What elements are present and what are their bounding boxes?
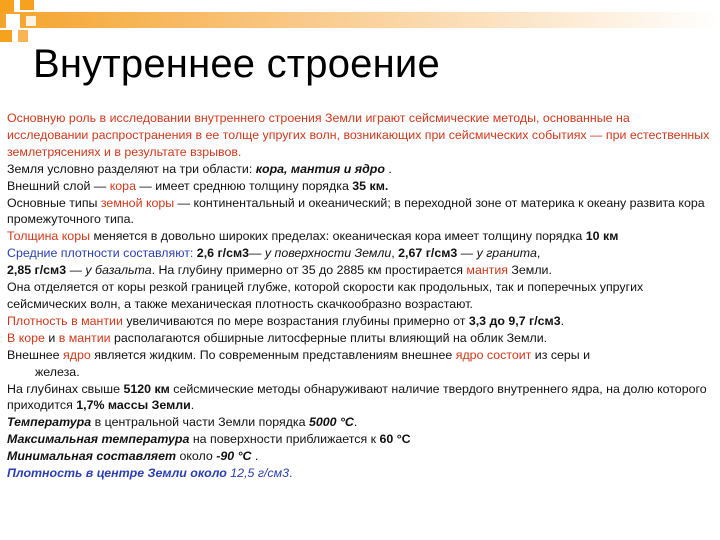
paragraph-mantle-boundary: Она отделяется от коры резкой границей глубже, которой скорости как продольных, так и поперечных упругих сейсмических волн, а также механическая плотность скачкообразно возрастают. xyxy=(7,280,644,311)
paragraph-crust-thickness: Толщина коры меняется в довольно широких пределах: океаническая кора имеет толщину порядка 10 км xyxy=(7,229,619,244)
paragraph-outer-core: Внешнее ядро является жидким. По современным представлениям внешнее ядро состоит из серы и железа. xyxy=(7,347,591,379)
paragraph-three-regions: Земля условно разделяют на три области: кора, мантия и ядро . xyxy=(7,161,392,176)
paragraph-core-density: Плотность в центре Земли около 12,5 г/см3. xyxy=(7,466,293,481)
paragraph-outer-layer: Внешний слой — кора — имеет среднюю толщину порядка 35 км. xyxy=(7,178,389,193)
paragraph-max-temperature: Максимальная температура на поверхности приближается к 60 °С xyxy=(7,432,411,447)
slide-body xyxy=(7,110,713,482)
paragraph-mantle-density: Плотность в мантии увеличиваются по мере возрастания глубины примерно от 3,3 до 9,7 г/см3. xyxy=(7,313,565,328)
paragraph-average-densities: Средние плотности составляют: 2,6 г/см3— у поверхности Земли, 2,67 г/см3 — у гранита, 2,85 г/см3 — у базальта. На глубину примерно от 35 до 2885 км простирается мантия Земли. xyxy=(7,246,552,278)
paragraph-min-temperature: Минимальная составляет около -90 °С . xyxy=(7,449,259,464)
decorative-header-gradient xyxy=(0,0,720,48)
paragraph-inner-core: На глубинах свыше 5120 км сейсмические методы обнаруживают наличие твердого внутреннего ядра, на долю которого приходится 1,7% массы Земли. xyxy=(7,381,707,413)
paragraph-core-temperature: Температура в центральной части Земли порядка 5000 °С. xyxy=(7,415,358,430)
paragraph-crust-types: Основные типы земной коры — континентальный и океанический; в переходной зоне от материка к океану развита кора промежуточного типа. xyxy=(7,195,705,227)
slide-title: Внутреннее строение xyxy=(33,42,440,86)
paragraph-lithosphere-plates: В коре и в мантии располагаются обширные литосферные плиты влияющий на облик Земли. xyxy=(7,330,548,345)
paragraph-seismic-methods: Основную роль в исследовании внутреннего строения Земли играют сейсмические методы, основанные на исследовании распространения в ее толще упругих волн, возникающих при сейсмических событиях — при естественных землетрясениях и в результате взрывов. xyxy=(7,111,710,159)
